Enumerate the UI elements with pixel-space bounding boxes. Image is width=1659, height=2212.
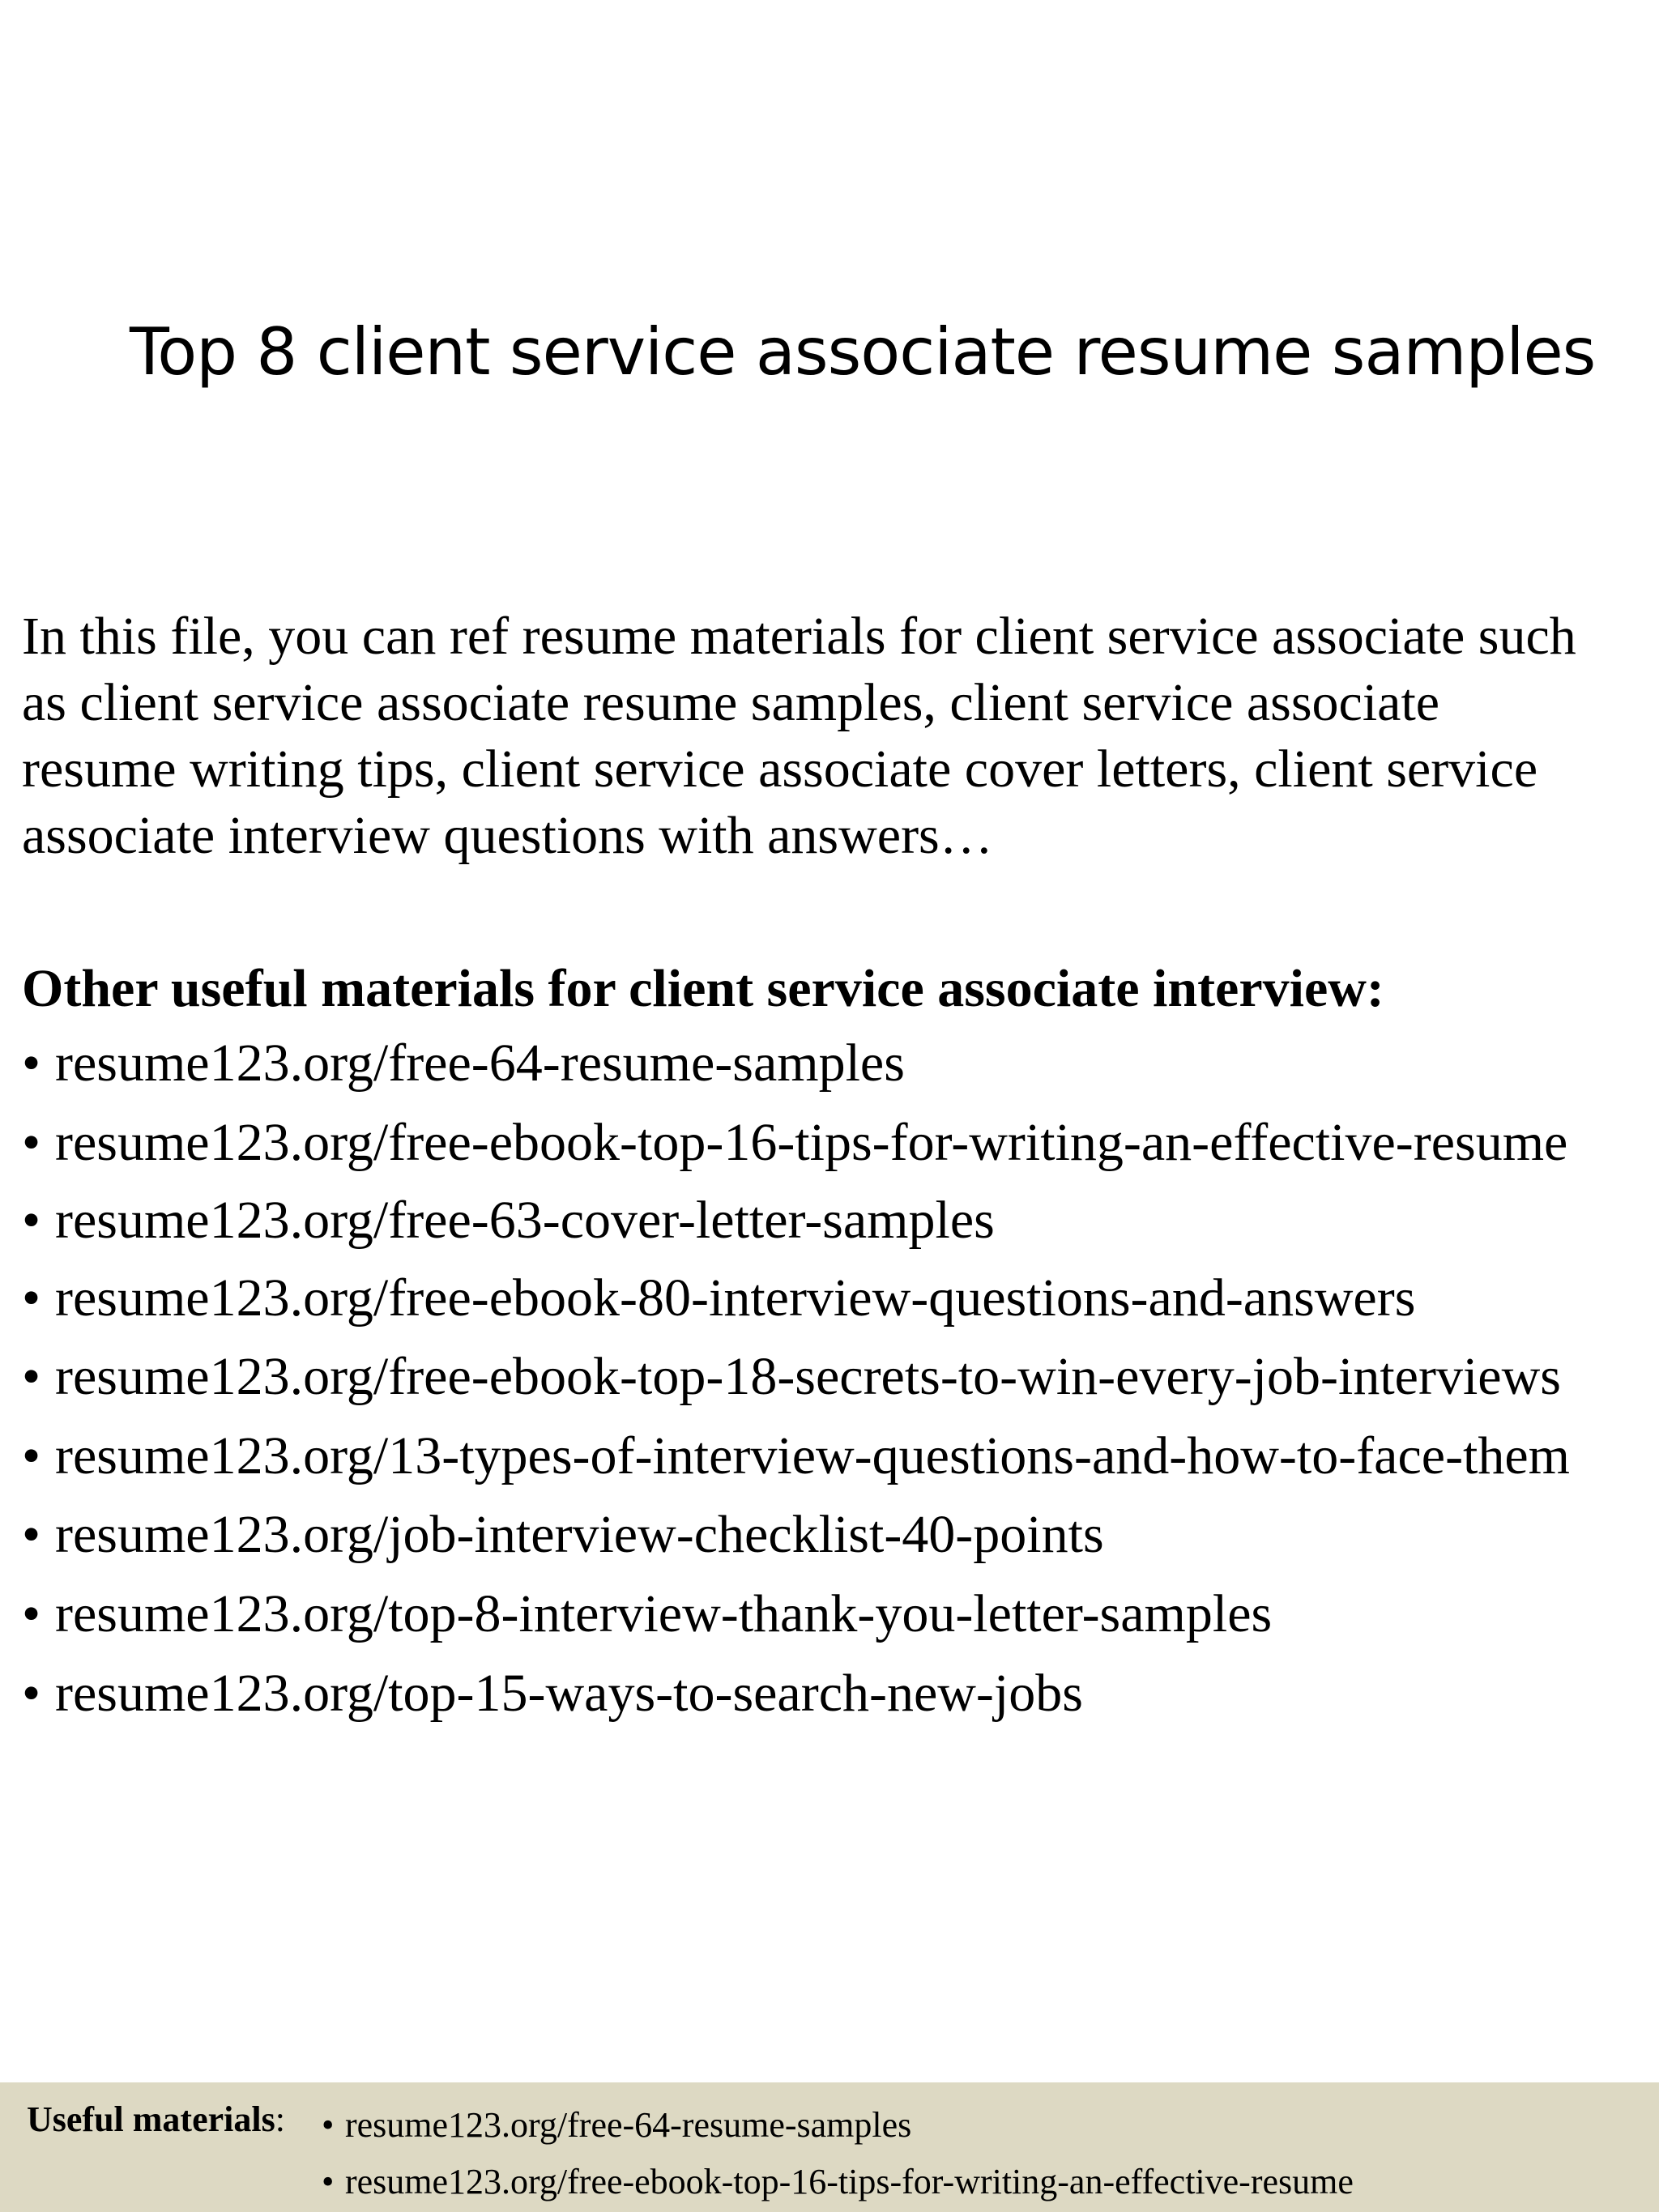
- list-item: [22, 1502, 1104, 1568]
- list-item: [22, 1265, 1415, 1332]
- list-item: [322, 2097, 1354, 2154]
- material-link[interactable]: resume123.org/top-8-interview-thank-you-letter-samples: [55, 1584, 1273, 1643]
- footer-link[interactable]: resume123.org/free-64-resume-samples: [345, 2105, 912, 2145]
- material-link[interactable]: resume123.org/free-ebook-top-18-secrets-to-win-every-job-interviews: [55, 1347, 1561, 1406]
- bullet-icon: •: [22, 1584, 41, 1643]
- list-item: [22, 1423, 1570, 1490]
- list-item: [22, 1344, 1561, 1410]
- intro-paragraph: [22, 603, 1642, 869]
- list-item: [22, 1030, 905, 1097]
- list-item: [322, 2154, 1354, 2210]
- bullet-icon: •: [22, 1113, 41, 1172]
- list-item: [22, 1660, 1083, 1727]
- footer-link[interactable]: resume123.org/free-ebook-top-16-tips-for-writing-an-effective-resume: [345, 2162, 1354, 2201]
- bullet-icon: •: [22, 1191, 41, 1250]
- bullet-icon: •: [22, 1347, 41, 1406]
- material-link[interactable]: resume123.org/top-15-ways-to-search-new-jobs: [55, 1664, 1083, 1723]
- footer-label: [27, 2097, 285, 2142]
- material-link[interactable]: resume123.org/13-types-of-interview-questions-and-how-to-face-them: [55, 1426, 1571, 1485]
- intro-line: resume writing tips, client service associate cover letters, client service: [22, 739, 1538, 799]
- list-item: [22, 1581, 1272, 1647]
- material-link[interactable]: resume123.org/free-64-resume-samples: [55, 1034, 905, 1093]
- intro-line: associate interview questions with answers…: [22, 806, 993, 865]
- bullet-icon: •: [22, 1664, 41, 1723]
- bullet-icon: •: [322, 2162, 335, 2201]
- material-link[interactable]: resume123.org/job-interview-checklist-40-points: [55, 1505, 1104, 1564]
- footer-label-text: Useful materials: [27, 2099, 275, 2139]
- bullet-icon: •: [22, 1034, 41, 1093]
- list-item: [22, 1110, 1567, 1176]
- footer-link-list: [322, 2097, 1354, 2210]
- footer-bar: [0, 2082, 1659, 2212]
- bullet-icon: •: [22, 1505, 41, 1564]
- bullet-icon: •: [22, 1426, 41, 1485]
- bullet-icon: •: [322, 2105, 335, 2145]
- page-title: Top 8 client service associate resume samples: [130, 314, 1596, 390]
- intro-line: In this file, you can ref resume materials for client service associate such: [22, 607, 1576, 666]
- material-link[interactable]: resume123.org/free-ebook-top-16-tips-for-writing-an-effective-resume: [55, 1113, 1568, 1172]
- footer-label-separator: :: [275, 2099, 285, 2139]
- other-materials-heading: Other useful materials for client service associate interview:: [22, 959, 1384, 1018]
- intro-line: as client service associate resume samples, client service associate: [22, 673, 1440, 732]
- material-link[interactable]: resume123.org/free-ebook-80-interview-questions-and-answers: [55, 1268, 1416, 1328]
- list-item: [22, 1187, 995, 1254]
- material-link[interactable]: resume123.org/free-63-cover-letter-samples: [55, 1191, 995, 1250]
- bullet-icon: •: [22, 1268, 41, 1328]
